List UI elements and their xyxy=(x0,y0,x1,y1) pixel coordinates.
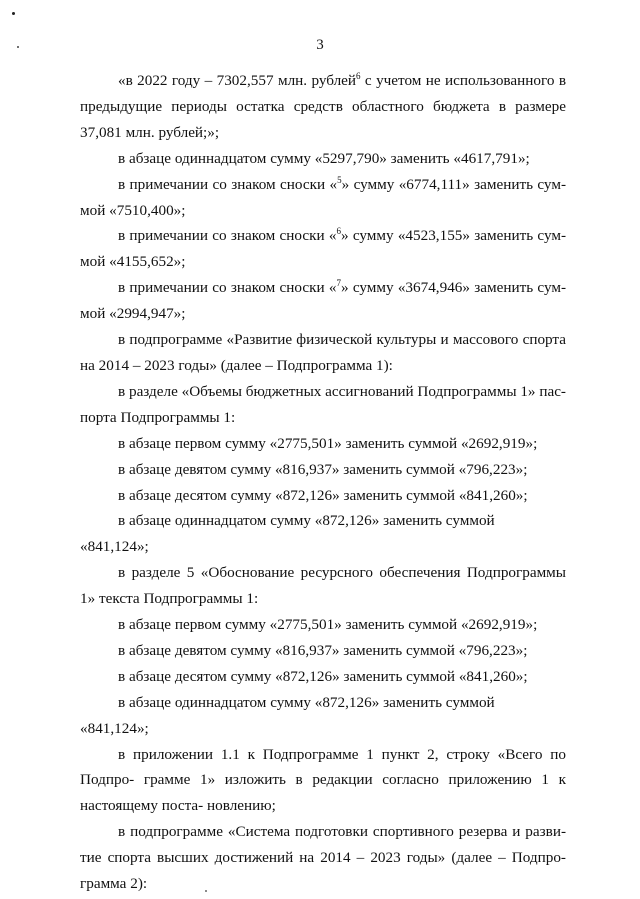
paragraph: в абзаце первом сумму «2775,501» заменить суммой «2692,919»; xyxy=(118,434,538,452)
paragraph: в абзаце одиннадцатом сумму «5297,790» заменить «4617,791»; xyxy=(118,149,530,167)
document-body xyxy=(80,68,566,897)
footnote-mark: 7 xyxy=(336,278,341,289)
paragraph: в приложении 1.1 к Подпрограмме 1 пункт 2, строку «Всего по Подпро- грамме 1» изложить в редакции согласно приложению 1 к настоящему поста- новлению; xyxy=(80,745,566,815)
paragraph: в абзаце девятом сумму «816,937» заменить суммой «796,223»; xyxy=(118,641,528,659)
paragraph: в подпрограмме «Развитие физической культуры и массового спорта на 2014 – 2023 годы» (далее – Подпрограмма 1): xyxy=(80,331,566,374)
footnote-mark: 6 xyxy=(336,226,341,237)
scan-speck xyxy=(12,12,15,15)
paragraph: в примечании со знаком сноски «$^7$» сумму «3674,946» заменить сум- мой «2994,947»; xyxy=(80,278,567,323)
paragraph: в подпрограмме «Система подготовки спортивного резерва и разви- тие спорта высших достижений на 2014 – 2023 годы» (далее – Подпро- грамма 2): xyxy=(80,823,566,893)
paragraph: в абзаце девятом сумму «816,937» заменить суммой «796,223»; xyxy=(118,460,528,478)
paragraph: в примечании со знаком сноски «$^5$» сумму «6774,111» заменить сум- мой «7510,400»; xyxy=(80,174,566,219)
paragraph: в абзаце одиннадцатом сумму «872,126» заменить суммой «841,124»; xyxy=(80,693,495,737)
paragraph: в абзаце десятом сумму «872,126» заменить суммой «841,260»; xyxy=(118,667,528,685)
paragraph: в абзаце первом сумму «2775,501» заменить суммой «2692,919»; xyxy=(118,616,538,634)
footnote-mark: 6 xyxy=(356,71,361,81)
paragraph: в разделе 5 «Обоснование ресурсного обеспечения Подпрограммы 1» текста Подпрограммы 1: xyxy=(80,564,566,608)
paragraph: в абзаце десятом сумму «872,126» заменить суммой «841,260»; xyxy=(118,486,528,504)
page-number: 3 xyxy=(316,37,324,53)
paragraph: в абзаце одиннадцатом сумму «872,126» заменить суммой «841,124»; xyxy=(80,512,495,556)
paragraph: в разделе «Объемы бюджетных ассигнований Подпрограммы 1» пас- порта Подпрограммы 1: xyxy=(80,382,566,426)
paragraph: «в 2022 году – 7302,557 млн. рублей$^6$ с учетом не использованного в предыдущие периоды остатка средств областного бюджета в размере 37,081 млн. рублей;»; xyxy=(80,71,566,141)
footnote-mark: 5 xyxy=(337,174,342,185)
paragraph: в примечании со знаком сноски «$^6$» сумму «4523,155» заменить сум- мой «4155,652»; xyxy=(80,226,567,271)
